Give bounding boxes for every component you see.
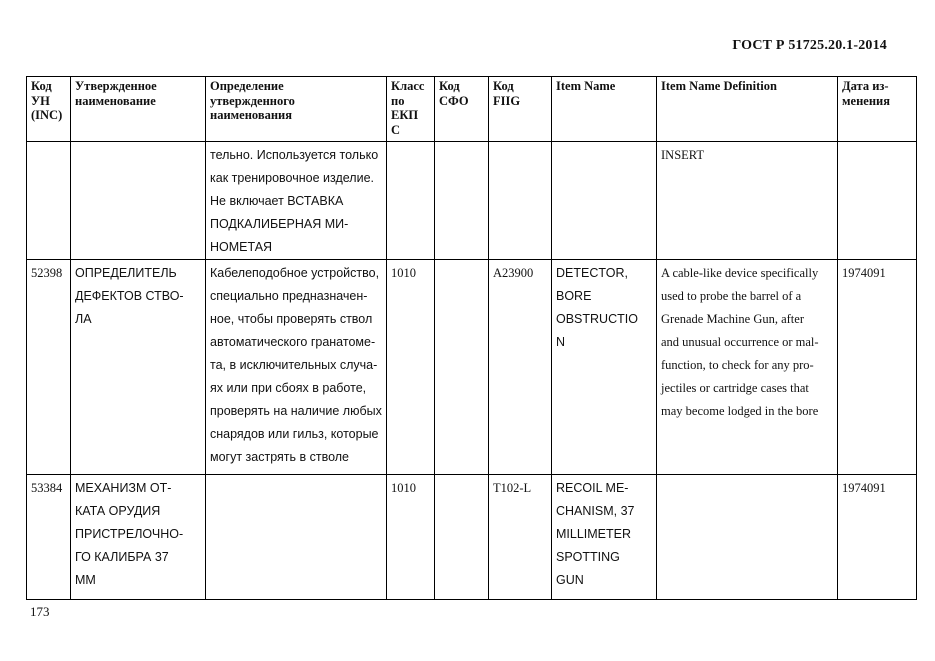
- page-number: 173: [30, 604, 50, 619]
- nomenclature-table: [26, 76, 917, 600]
- header-line: УН: [31, 93, 50, 108]
- class-cell: 1010: [387, 475, 435, 600]
- inc-cell: 52398: [27, 260, 71, 475]
- header-line: Класс: [391, 79, 425, 93]
- cell-line: N: [556, 335, 566, 349]
- col-header-sfo: [435, 77, 489, 142]
- fiig-cell: [489, 142, 552, 260]
- sfo-cell: [435, 475, 489, 600]
- item-name-definition-cell: [657, 475, 838, 600]
- fiig-cell: A23900: [489, 260, 552, 475]
- approved-name-cell: [71, 260, 206, 475]
- item-name-definition-cell: [657, 142, 838, 260]
- definition-cell: [206, 142, 387, 260]
- change-date-cell: 1974091: [838, 475, 917, 600]
- inc-cell: 53384: [27, 475, 71, 600]
- header-line: Код: [493, 79, 514, 93]
- item-name-definition-cell: [657, 260, 838, 475]
- document-number-header: ГОСТ Р 51725.20.1-2014: [732, 38, 887, 53]
- col-header-fiig: [489, 77, 552, 142]
- header-line: Item Name: [556, 79, 616, 93]
- cell-line: A cable-like device specifically: [661, 266, 819, 280]
- class-cell: 1010: [387, 260, 435, 475]
- item-name-cell: [552, 475, 657, 600]
- col-header-item-name: [552, 77, 657, 142]
- col-header-change-date: [838, 77, 917, 142]
- sfo-cell: [435, 142, 489, 260]
- fiig-cell: T102-L: [489, 475, 552, 600]
- header-line: FIIG: [493, 93, 521, 108]
- header-line: менения: [842, 93, 890, 108]
- cell-line: ное, чтобы проверять ствол: [210, 312, 373, 326]
- table-row: [27, 260, 917, 475]
- sfo-cell: [435, 260, 489, 475]
- cell-line: ОПРЕДЕЛИТЕЛЬ: [75, 266, 177, 280]
- cell-line: used to probe the barrel of a: [661, 289, 802, 303]
- col-header-inc: [27, 77, 71, 142]
- table-row: [27, 475, 917, 600]
- header-line: по: [391, 93, 405, 108]
- col-header-definition: [206, 77, 387, 142]
- header-line: ЕКП: [391, 108, 419, 122]
- cell-line: may become lodged in the bore: [661, 404, 819, 418]
- header-line: Дата из-: [842, 79, 889, 93]
- cell-line: MILLIMETER: [556, 527, 632, 541]
- cell-line: function, to check for any pro-: [661, 358, 814, 372]
- cell-line: and unusual occurrence or mal-: [661, 335, 819, 349]
- header-line: Определение: [210, 79, 284, 93]
- item-name-cell: [552, 260, 657, 475]
- cell-line: могут застрять в стволе: [210, 450, 350, 464]
- cell-line: ДЕФЕКТОВ СТВО-: [75, 289, 184, 303]
- cell-line: проверять на наличие любых: [210, 404, 382, 418]
- approved-name-cell: [71, 475, 206, 600]
- change-date-cell: [838, 142, 917, 260]
- cell-line: Кабелеподобное устройство,: [210, 266, 380, 280]
- change-date-cell: 1974091: [838, 260, 917, 475]
- cell-line: CHANISM, 37: [556, 504, 635, 518]
- cell-line: ММ: [75, 573, 96, 587]
- header-line: утвержденного: [210, 93, 295, 108]
- cell-line: тельно. Используется только: [210, 148, 379, 162]
- cell-line: GUN: [556, 573, 584, 587]
- col-header-item-name-definition: [657, 77, 838, 142]
- cell-line: ГО КАЛИБРА 37: [75, 550, 169, 564]
- cell-line: jectiles or cartridge cases that: [661, 381, 809, 395]
- inc-cell: [27, 142, 71, 260]
- cell-line: Grenade Machine Gun, after: [661, 312, 804, 326]
- cell-line: SPOTTING: [556, 550, 620, 564]
- header-line: С: [391, 122, 401, 137]
- header-line: наименование: [75, 93, 156, 108]
- cell-line: специально предназначен-: [210, 289, 368, 303]
- header-line: наименования: [210, 108, 293, 122]
- header-line: Код: [31, 79, 52, 93]
- cell-line: ЛА: [75, 312, 92, 326]
- header-line: Item Name Definition: [661, 79, 777, 93]
- definition-cell: [206, 260, 387, 475]
- class-cell: [387, 142, 435, 260]
- cell-line: BORE: [556, 289, 592, 303]
- col-header-approved-name: [71, 77, 206, 142]
- cell-line: снарядов или гильз, которые: [210, 427, 379, 441]
- cell-line: RECOIL ME-: [556, 481, 629, 495]
- item-name-cell: [552, 142, 657, 260]
- cell-line: DETECTOR,: [556, 266, 628, 280]
- cell-line: Не включает ВСТАВКА: [210, 194, 344, 208]
- header-line: Код: [439, 79, 460, 93]
- cell-line: автоматического гранатоме-: [210, 335, 376, 349]
- cell-line: НОМЕТАЯ: [210, 240, 273, 254]
- table-header-row: [27, 77, 917, 142]
- cell-line: МЕХАНИЗМ ОТ-: [75, 481, 172, 495]
- table-row: [27, 142, 917, 260]
- approved-name-cell: [71, 142, 206, 260]
- cell-line: INSERT: [661, 148, 704, 162]
- cell-line: та, в исключительных случа-: [210, 358, 378, 372]
- cell-line: КАТА ОРУДИЯ: [75, 504, 161, 518]
- cell-line: ях или при сбоях в работе,: [210, 381, 367, 395]
- header-line: (INC): [31, 108, 63, 122]
- header-line: СФО: [439, 93, 469, 108]
- cell-line: ПРИСТРЕЛОЧНО-: [75, 527, 184, 541]
- header-line: Утвержденное: [75, 79, 157, 93]
- cell-line: как тренировочное изделие.: [210, 171, 374, 185]
- col-header-class: [387, 77, 435, 142]
- definition-cell: [206, 475, 387, 600]
- cell-line: ПОДКАЛИБЕРНАЯ МИ-: [210, 217, 349, 231]
- cell-line: OBSTRUCTIO: [556, 312, 638, 326]
- table-body: [27, 142, 917, 600]
